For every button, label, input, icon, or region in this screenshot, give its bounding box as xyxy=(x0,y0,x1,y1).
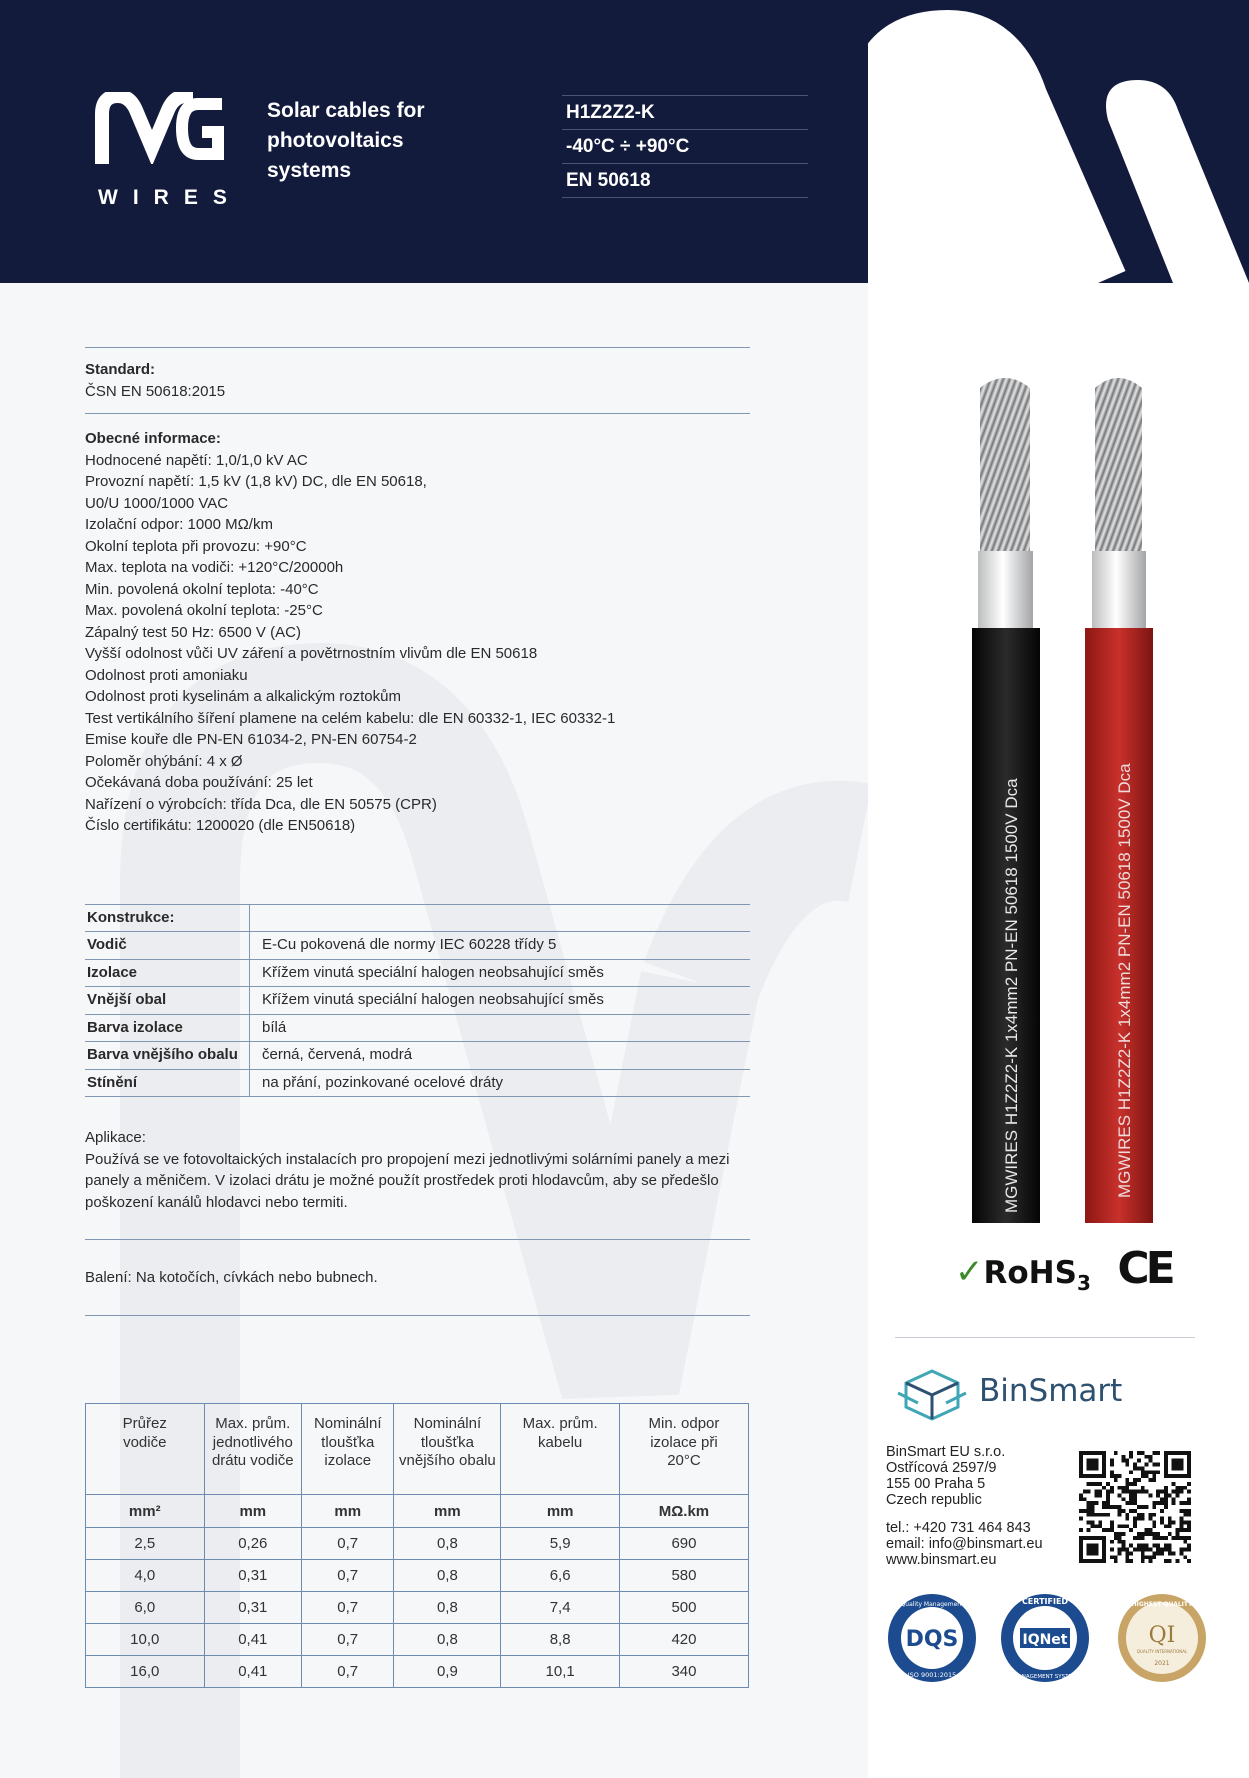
construction-row xyxy=(85,1069,750,1097)
unit-cell: mm xyxy=(302,1495,394,1528)
header-line: Max. prům. xyxy=(522,1415,598,1432)
construction-value: bílá xyxy=(250,1014,751,1042)
tagline xyxy=(267,96,425,186)
iqnet-badge-icon xyxy=(1001,1594,1089,1682)
check-icon: ✓ xyxy=(955,1252,984,1292)
iqnet-bottom: MANAGEMENT SYSTEM xyxy=(1013,1674,1077,1680)
general-item: Hodnocené napětí: 1,0/1,0 kV AC xyxy=(85,451,308,469)
general-item: Číslo certifikátu: 1200020 (dle EN50618) xyxy=(85,817,356,834)
divider xyxy=(85,1315,750,1316)
construction-row xyxy=(85,987,750,1015)
construction-row xyxy=(85,932,750,960)
header-line: vodiče xyxy=(123,1433,167,1451)
dimensions-header-cell xyxy=(394,1404,501,1495)
construction-row xyxy=(85,959,750,987)
qi-sub: QUALITY INTERNATIONAL xyxy=(1136,1649,1188,1654)
address-line: BinSmart EU s.r.o. xyxy=(886,1444,1006,1460)
contact-phone: tel.: +420 731 464 843 xyxy=(886,1520,1031,1536)
table-row xyxy=(86,1528,749,1560)
logo-wordmark: WIRES xyxy=(98,186,242,209)
binsmart-name: BinSmart xyxy=(979,1373,1123,1409)
dimensions-header-cell xyxy=(619,1404,748,1495)
table-cell: 6,6 xyxy=(501,1560,620,1592)
table-cell: 0,8 xyxy=(394,1560,501,1592)
general-section xyxy=(85,414,750,837)
table-row xyxy=(86,1560,749,1592)
qr-code-icon xyxy=(1079,1451,1191,1563)
construction-key: Izolace xyxy=(85,959,250,987)
binsmart-logo-icon xyxy=(896,1365,968,1423)
contact-web: www.binsmart.eu xyxy=(886,1552,997,1568)
rohs-mark xyxy=(955,1252,1091,1295)
construction-value: Křížem vinutá speciální halogen neobsahující směs xyxy=(250,987,751,1015)
tagline-line: systems xyxy=(267,159,352,182)
table-cell: 5,9 xyxy=(501,1528,620,1560)
header-line: izolace při xyxy=(650,1433,718,1451)
general-label: Obecné informace: xyxy=(85,430,221,447)
contact-email: email: info@binsmart.eu xyxy=(886,1536,1043,1552)
general-list xyxy=(85,450,750,837)
general-item: Izolační odpor: 1000 MΩ/km xyxy=(85,516,273,533)
header-line: Průřez xyxy=(122,1415,167,1432)
header-line: Max. prům. xyxy=(215,1415,291,1432)
qi-center: QI xyxy=(1148,1623,1176,1648)
iqnet-center: IQNet xyxy=(1022,1632,1068,1648)
header-line: Nominální xyxy=(313,1415,382,1432)
general-item: Zápalný test 50 Hz: 6500 V (AC) xyxy=(85,623,301,641)
compliance-marks xyxy=(955,1243,1172,1295)
table-cell: 0,41 xyxy=(204,1624,302,1656)
spec-standard: EN 50618 xyxy=(562,163,808,198)
rohs-text: RoHS xyxy=(983,1255,1077,1291)
dimensions-header-cell xyxy=(501,1404,620,1495)
rohs-sub: 3 xyxy=(1076,1271,1091,1296)
table-cell: 500 xyxy=(619,1592,748,1624)
general-item: Min. povolená okolní teplota: -40°C xyxy=(85,580,319,598)
table-cell: 420 xyxy=(619,1624,748,1656)
mg-logo xyxy=(94,92,226,164)
standard-value: ČSN EN 50618:2015 xyxy=(85,382,226,400)
construction-row xyxy=(85,1014,750,1042)
dqs-badge-icon xyxy=(888,1594,976,1682)
qi-year: 2021 xyxy=(1154,1660,1170,1667)
general-item: Test vertikálního šíření plamene na celém kabelu: dle EN 60332-1, IEC 60332-1 xyxy=(85,709,616,727)
table-cell: 10,1 xyxy=(501,1656,620,1688)
divider xyxy=(895,1337,1195,1338)
header-line: jednotlivého xyxy=(212,1433,293,1451)
dimensions-header-cell xyxy=(86,1404,205,1495)
dimensions-header-row xyxy=(86,1404,749,1495)
general-item: Odolnost proti kyselinám a alkalickým roztokům xyxy=(85,688,401,705)
table-cell: 0,7 xyxy=(302,1624,394,1656)
general-item: Emise kouře dle PN-EN 61034-2, PN-EN 60754-2 xyxy=(85,731,417,748)
header-line: tloušťka xyxy=(420,1433,474,1451)
general-item: Provozní napětí: 1,5 kV (1,8 kV) DC, dle EN 50618, xyxy=(85,473,427,490)
table-cell: 690 xyxy=(619,1528,748,1560)
table-cell: 6,0 xyxy=(86,1592,205,1624)
application-label: Aplikace: xyxy=(85,1129,146,1146)
header-line: drátu vodiče xyxy=(211,1452,294,1469)
table-row xyxy=(86,1624,749,1656)
construction-key: Barva vnějšího obalu xyxy=(85,1042,250,1070)
main-content xyxy=(85,347,750,1316)
binsmart-contact xyxy=(886,1520,1043,1568)
header-line: 20°C xyxy=(667,1452,701,1469)
table-cell: 10,0 xyxy=(86,1624,205,1656)
dimensions-header-cell xyxy=(204,1404,302,1495)
dqs-bottom: ISO 9001:2015 xyxy=(907,1671,957,1679)
header-line: kabelu xyxy=(538,1433,583,1451)
certification-badges xyxy=(880,1590,1210,1685)
construction-table xyxy=(85,904,750,1098)
construction-key: Vodič xyxy=(85,932,250,960)
tagline-line: photovoltaics xyxy=(267,129,404,152)
header-line: Nominální xyxy=(413,1415,482,1432)
general-item: U0/U 1000/1000 VAC xyxy=(85,494,229,512)
table-cell: 0,7 xyxy=(302,1592,394,1624)
general-item: Vyšší odolnost vůči UV záření a povětrnostním vlivům dle EN 50618 xyxy=(85,645,538,662)
table-row xyxy=(86,1592,749,1624)
construction-key: Vnější obal xyxy=(85,987,250,1015)
dimensions-units-row xyxy=(86,1495,749,1528)
dqs-center: DQS xyxy=(905,1627,959,1652)
construction-label: Konstrukce: xyxy=(85,904,250,932)
table-cell: 340 xyxy=(619,1656,748,1688)
table-cell: 580 xyxy=(619,1560,748,1592)
spec-temperature: -40°C ÷ +90°C xyxy=(562,129,808,163)
construction-value: E-Cu pokovená dle normy IEC 60228 třídy 5 xyxy=(250,932,751,960)
table-cell: 2,5 xyxy=(86,1528,205,1560)
header-line: tloušťka xyxy=(321,1433,375,1451)
application-text: Používá se ve fotovoltaických instalacích pro propojení mezi jednotlivými solárními panely a mezi panely a měničem. V izolaci drátu je možné použít prostředek proti hlodavcům, aby se předešlo poškození kanálů hlodavci nebo termiti. xyxy=(85,1150,730,1211)
table-cell: 0,31 xyxy=(204,1592,302,1624)
ce-mark: CE xyxy=(1117,1243,1172,1294)
table-cell: 4,0 xyxy=(86,1560,205,1592)
red-cable-insulation xyxy=(1092,551,1146,631)
application-section xyxy=(85,1097,750,1239)
unit-cell: mm² xyxy=(86,1495,205,1528)
dimensions-header-cell xyxy=(302,1404,394,1495)
general-item: Nařízení o výrobcích: třída Dca, dle EN 50575 (CPR) xyxy=(85,795,437,813)
table-cell: 0,26 xyxy=(204,1528,302,1560)
dqs-top: Quality Management xyxy=(900,1601,964,1608)
general-item: Max. povolená okolní teplota: -25°C xyxy=(85,602,323,619)
general-item: Okolní teplota při provozu: +90°C xyxy=(85,537,307,555)
black-cable-insulation xyxy=(978,551,1033,631)
address-line: 155 00 Praha 5 xyxy=(886,1476,986,1492)
table-cell: 0,7 xyxy=(302,1560,394,1592)
header-m-shape xyxy=(868,0,1249,283)
construction-key: Barva izolace xyxy=(85,1014,250,1042)
general-item: Poloměr ohýbání: 4 x Ø xyxy=(85,752,243,770)
construction-value: černá, červená, modrá xyxy=(250,1042,751,1070)
construction-key: Stínění xyxy=(85,1069,250,1097)
standard-section xyxy=(85,348,750,413)
table-cell: 8,8 xyxy=(501,1624,620,1656)
table-cell: 0,8 xyxy=(394,1592,501,1624)
general-item: Max. teplota na vodiči: +120°C/20000h xyxy=(85,559,344,576)
standard-label: Standard: xyxy=(85,361,156,378)
table-cell: 7,4 xyxy=(501,1592,620,1624)
table-cell: 0,9 xyxy=(394,1656,501,1688)
iqnet-top: CERTIFIED xyxy=(1021,1597,1069,1606)
quality-badge-icon xyxy=(1118,1594,1206,1682)
table-cell: 0,8 xyxy=(394,1624,501,1656)
table-row xyxy=(86,1656,749,1688)
spec-type: H1Z2Z2-K xyxy=(562,95,808,129)
tagline-line: Solar cables for xyxy=(267,99,425,122)
spec-summary xyxy=(562,95,808,198)
unit-cell: mm xyxy=(501,1495,620,1528)
general-item: Odolnost proti amoniaku xyxy=(85,666,248,684)
unit-cell: mm xyxy=(394,1495,501,1528)
construction-value: Křížem vinutá speciální halogen neobsahující směs xyxy=(250,959,751,987)
table-cell: 0,7 xyxy=(302,1656,394,1688)
header-line: Min. odpor xyxy=(648,1415,720,1432)
general-item: Očekávaná doba používání: 25 let xyxy=(85,774,313,791)
dimensions-table xyxy=(85,1403,749,1688)
header-line: vnějšího obalu xyxy=(399,1452,496,1469)
packaging-text: Balení: Na kotočích, cívkách nebo bubnech. xyxy=(85,1269,378,1286)
construction-value: na přání, pozinkované ocelové dráty xyxy=(250,1069,751,1097)
address-line: Ostřícová 2597/9 xyxy=(886,1460,997,1476)
address-line: Czech republic xyxy=(886,1492,982,1508)
qi-top: HIGHEST QUALITY xyxy=(1131,1601,1193,1608)
black-cable-conductor xyxy=(980,378,1030,553)
table-cell: 0,31 xyxy=(204,1560,302,1592)
construction-header-row xyxy=(85,904,750,932)
table-cell: 0,41 xyxy=(204,1656,302,1688)
binsmart-address xyxy=(886,1444,1005,1508)
red-cable-print: MGWIRES H1Z2Z2-K 1x4mm2 PN-EN 50618 1500V Dca xyxy=(1115,763,1134,1198)
table-cell: 0,8 xyxy=(394,1528,501,1560)
cables-photo xyxy=(950,368,1170,1228)
unit-cell: MΩ.km xyxy=(619,1495,748,1528)
red-cable-conductor xyxy=(1095,378,1142,553)
construction-row xyxy=(85,1042,750,1070)
table-cell: 16,0 xyxy=(86,1656,205,1688)
unit-cell: mm xyxy=(204,1495,302,1528)
header-line: izolace xyxy=(324,1452,372,1469)
table-cell: 0,7 xyxy=(302,1528,394,1560)
black-cable-print: MGWIRES H1Z2Z2-K 1x4mm2 PN-EN 50618 1500V Dca xyxy=(1002,778,1021,1213)
